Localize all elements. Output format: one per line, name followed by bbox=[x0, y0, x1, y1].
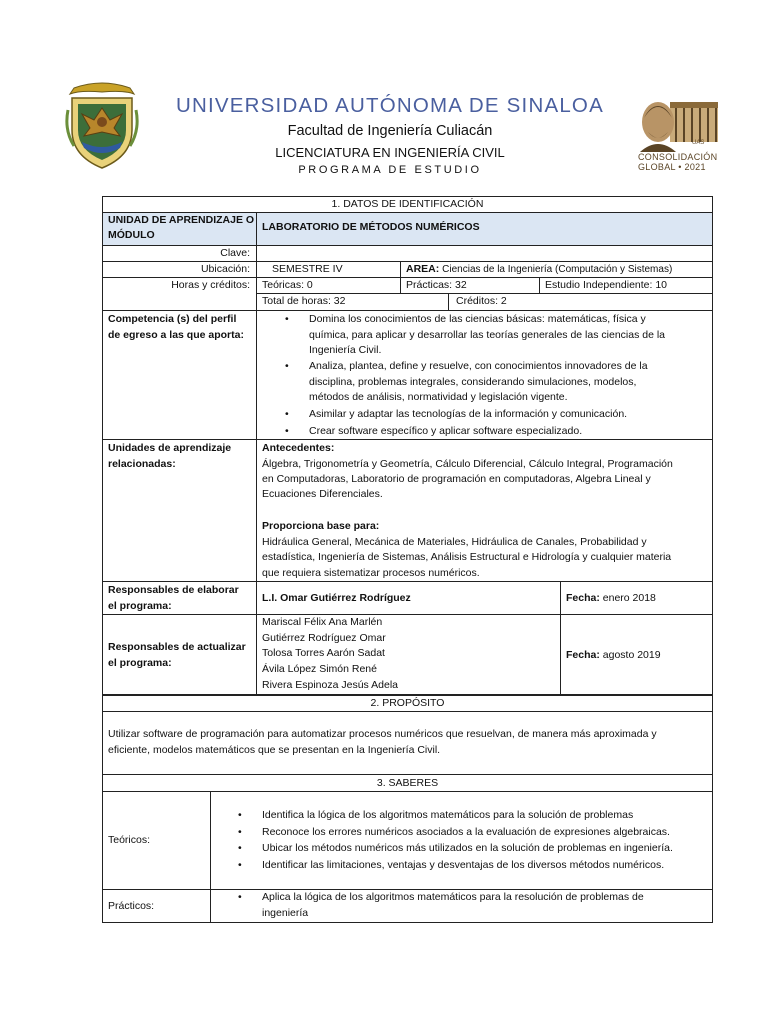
antecedentes-line: Ecuaciones Diferenciales. bbox=[262, 488, 383, 500]
fecha-label: Fecha: bbox=[566, 592, 600, 604]
unit-label-l2: MÓDULO bbox=[108, 229, 155, 241]
estudio-hours: Estudio Independiente: 10 bbox=[545, 279, 668, 291]
competencia-label-l2: de egreso a las que aporta: bbox=[108, 329, 244, 341]
horas-label: Horas y créditos: bbox=[171, 279, 250, 291]
elaborar-label-l1: Responsables de elaborar bbox=[108, 584, 239, 596]
elaborar-value: L.I. Omar Gutiérrez Rodríguez bbox=[262, 592, 411, 604]
section1-title: 1. DATOS DE IDENTIFICACIÓN bbox=[331, 198, 484, 210]
area-label: AREA: bbox=[406, 263, 440, 275]
actualizar-name: Tolosa Torres Aarón Sadat bbox=[262, 647, 385, 659]
teorico-item: • Identifica la lógica de los algoritmos matemáticos para la solución de problemas bbox=[238, 809, 634, 821]
elaborar-label-l2: el programa: bbox=[108, 600, 172, 612]
actualizar-label-l2: el programa: bbox=[108, 657, 172, 669]
section3-title: 3. SABERES bbox=[376, 777, 439, 789]
competencia-item: • Asimilar y adaptar las tecnologías de la información y comunicación. bbox=[285, 408, 628, 420]
teoricas-hours: Teóricas: 0 bbox=[262, 279, 313, 291]
portrait-building-icon bbox=[636, 92, 720, 152]
actualizar-label-l1: Responsables de actualizar bbox=[108, 641, 246, 653]
practicas-hours: Prácticas: 32 bbox=[406, 279, 467, 291]
actualizar-name: Gutiérrez Rodríguez Omar bbox=[262, 632, 386, 644]
proposito-line: eficiente, modelos matemáticos que se presentan en la Ingeniería Civil. bbox=[108, 744, 441, 756]
antecedentes-line: Álgebra, Trigonometría y Geometría, Cálculo Diferencial, Cálculo Integral, Programación bbox=[262, 458, 673, 470]
ubicacion-value: SEMESTRE IV bbox=[272, 263, 343, 275]
antecedentes-line: en Computadoras, Laboratorio de programación en computadoras, Algebra Lineal y bbox=[262, 473, 651, 485]
proposito-line: Utilizar software de programación para automatizar procesos numéricos que resuelvan, de manera más aproximada y bbox=[108, 728, 657, 740]
seal-text: UAS bbox=[692, 140, 705, 146]
teoricos-label: Teóricos: bbox=[108, 834, 151, 846]
area-value: Ciencias de la Ingeniería (Computación y Sistemas) bbox=[442, 264, 673, 275]
competencia-label-l1: Competencia (s) del perfil bbox=[108, 313, 237, 325]
fecha-label: Fecha: bbox=[566, 649, 600, 661]
antecedentes-title: Antecedentes: bbox=[262, 442, 335, 454]
practico-item: • Aplica la lógica de los algoritmos matemáticos para la resolución de problemas de ingeniería bbox=[238, 891, 644, 919]
teorico-item: • Ubicar los métodos numéricos más utilizados en la solución de problemas en ingeniería. bbox=[238, 842, 673, 854]
consolidacion-global-logo bbox=[636, 92, 720, 174]
section2-title: 2. PROPÓSITO bbox=[370, 697, 445, 709]
teorico-item: • Identificar las limitaciones, ventajas y desventajas de los diversos métodos numéricos. bbox=[238, 859, 665, 871]
consolidation-line2: GLOBAL • 2021 bbox=[638, 162, 706, 172]
creditos: Créditos: 2 bbox=[456, 295, 507, 307]
base-title: Proporciona base para: bbox=[262, 520, 380, 532]
unit-value: LABORATORIO DE MÉTODOS NUMÉRICOS bbox=[262, 221, 480, 233]
teorico-item: • Reconoce los errores numéricos asociados a la evaluación de expresiones algebraicas. bbox=[238, 826, 670, 838]
total-hours: Total de horas: 32 bbox=[262, 295, 346, 307]
unidades-label-l2: relacionadas: bbox=[108, 458, 176, 470]
actualizar-name: Mariscal Félix Ana Marlén bbox=[262, 616, 383, 628]
faculty-title: Facultad de Ingeniería Culiacán bbox=[287, 123, 493, 139]
competencia-item: • Domina los conocimientos de las ciencias básicas: matemáticas, física y química, para aplicar y desarrollar las teorías generales de las ciencias de la Ingeniería Civil. bbox=[285, 313, 666, 357]
base-line: Hidráulica General, Mecánica de Materiales, Hidráulica de Canales, Probabilidad y bbox=[262, 536, 647, 548]
actualizar-name: Ávila López Simón René bbox=[262, 663, 377, 675]
program-title: PROGRAMA DE ESTUDIO bbox=[298, 164, 482, 176]
unit-label-l1: UNIDAD DE APRENDIZAJE O bbox=[108, 214, 255, 226]
competencia-item: • Crear software específico y aplicar software especializado. bbox=[285, 425, 583, 437]
base-line: que requiera sistematizar procesos numéricos. bbox=[262, 567, 480, 579]
actualizar-name: Rivera Espinoza Jesús Adela bbox=[262, 679, 398, 691]
degree-title: LICENCIATURA EN INGENIERÍA CIVIL bbox=[275, 145, 505, 160]
practicos-label: Prácticos: bbox=[108, 900, 155, 912]
fecha-elaborar: enero 2018 bbox=[602, 592, 656, 604]
fecha-actualizar: agosto 2019 bbox=[602, 649, 661, 661]
university-title: UNIVERSIDAD AUTÓNOMA DE SINALOA bbox=[176, 94, 604, 117]
unidades-label-l1: Unidades de aprendizaje bbox=[108, 442, 232, 454]
clave-label: Clave: bbox=[220, 247, 250, 259]
base-line: estadística, Ingeniería de Sistemas, Análisis Estructural e Hidrología y cualquier materia bbox=[262, 551, 672, 563]
university-shield-logo bbox=[64, 80, 140, 170]
competencia-item: • Analiza, plantea, define y resuelve, con conocimientos innovadores de la disciplina, problemas integrales, considerando simulaciones, modelos, métodos de análisis, normatividad y legislación vigente. bbox=[285, 360, 648, 404]
consolidation-line1: CONSOLIDACIÓN bbox=[638, 152, 718, 162]
ubicacion-label: Ubicación: bbox=[200, 263, 250, 275]
